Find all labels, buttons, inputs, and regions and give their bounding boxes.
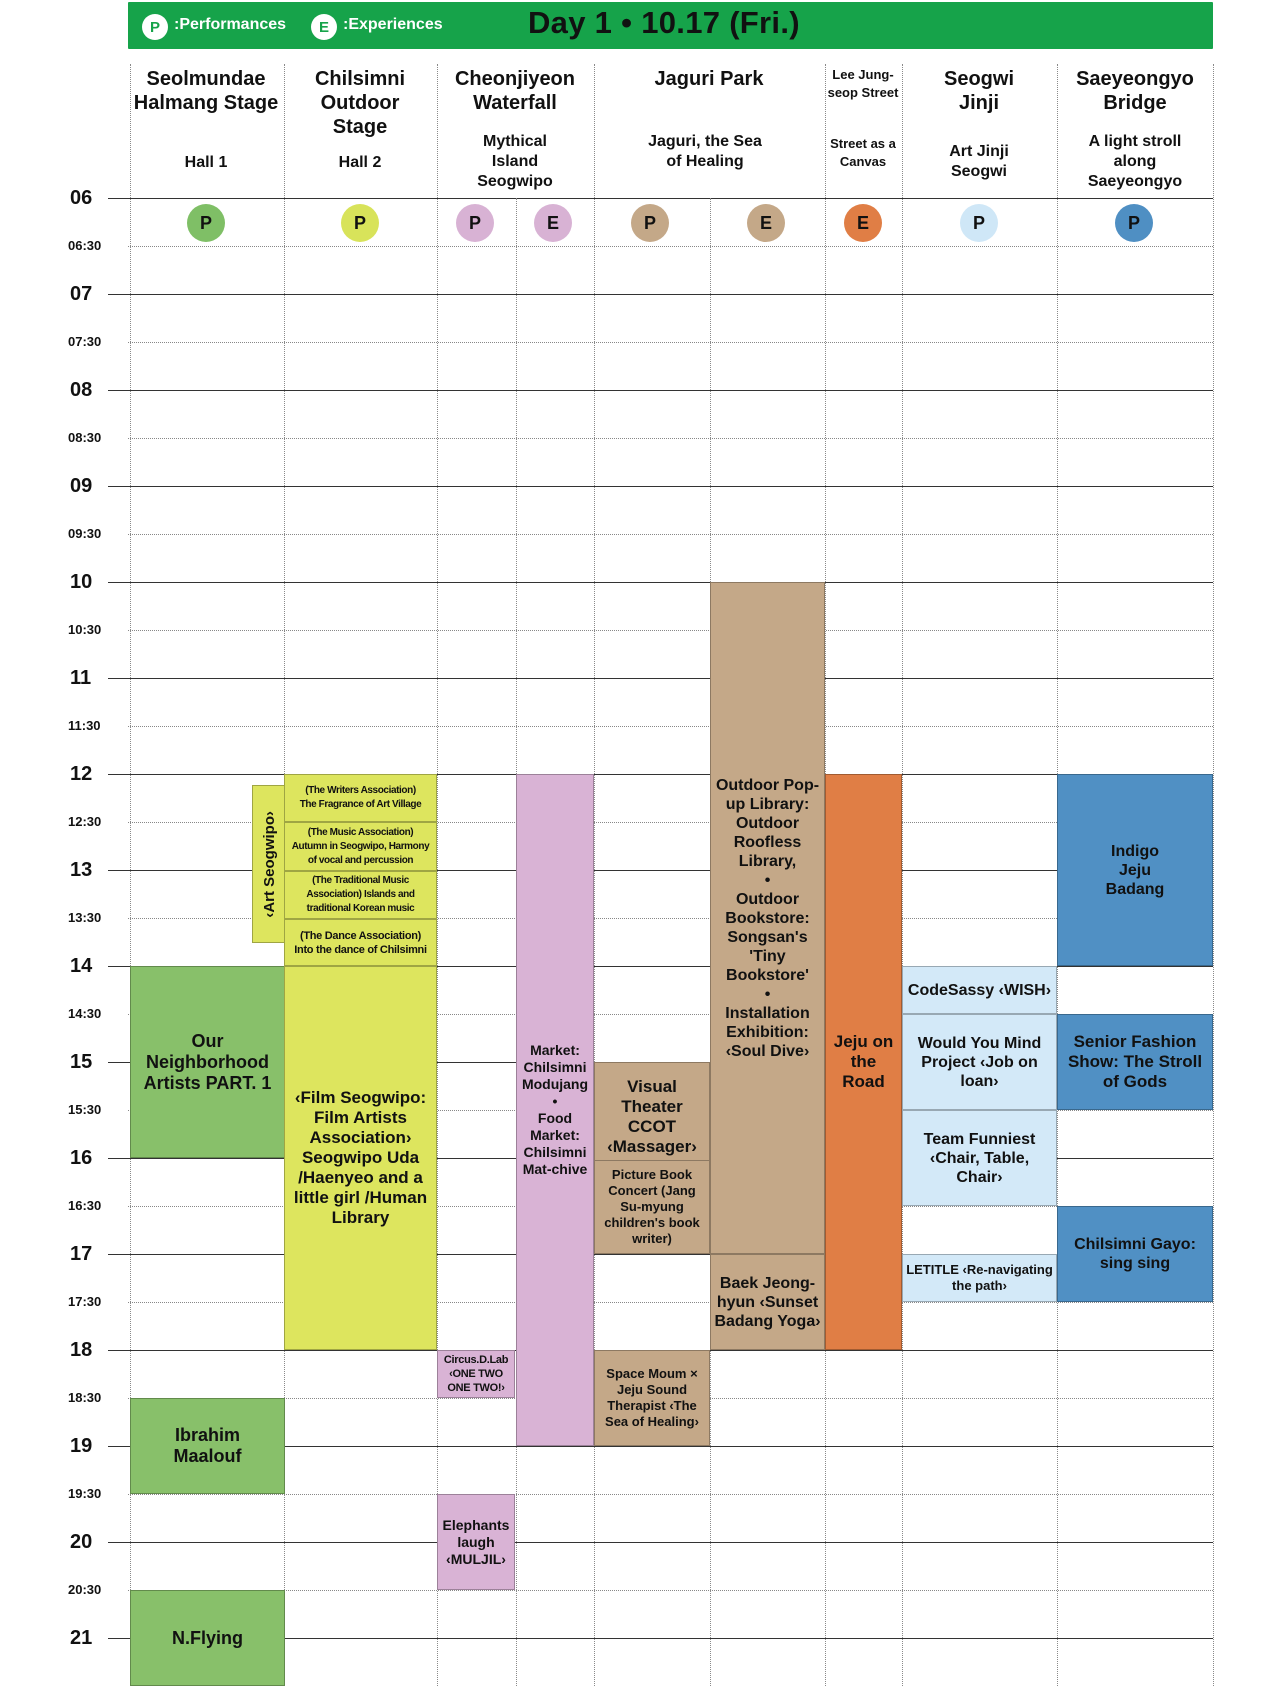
hour-gridline bbox=[108, 390, 1213, 391]
badge-experience-icon: E bbox=[747, 204, 785, 242]
half-hour-gridline bbox=[128, 726, 1213, 727]
time-label: 16:30 bbox=[68, 1198, 102, 1213]
venue-sub-street-canvas: Street as a Canvas bbox=[830, 136, 896, 169]
event-block-letitle[interactable] bbox=[902, 1254, 1057, 1302]
event-line: • bbox=[764, 985, 771, 1003]
venue-name: Cheonjiyeon Waterfall bbox=[454, 68, 575, 114]
event-title: Visual Theater CCOT ‹Massager› bbox=[607, 1077, 697, 1156]
event-line: Market: Chilsimni Modujang bbox=[521, 1042, 589, 1092]
event-block-art-seogwipo[interactable] bbox=[252, 785, 286, 943]
time-label: 19:30 bbox=[68, 1486, 102, 1501]
event-line: Food Market: Chilsimni Mat-chive bbox=[522, 1110, 588, 1177]
event-line: ONE TWO!› bbox=[447, 1382, 505, 1394]
event-line: (The Traditional Music bbox=[312, 875, 409, 886]
event-title: ‹Film Seogwipo: Film Artists Association› Seogwipo Uda /Haenyeo and a little girl /Human Library bbox=[293, 1088, 428, 1227]
time-label: 14:30 bbox=[68, 1006, 102, 1021]
half-hour-gridline bbox=[128, 438, 1213, 439]
event-block-chilsimni-market[interactable] bbox=[516, 774, 594, 1446]
event-title: Senior Fashion Show: The Stroll of Gods bbox=[1067, 1032, 1203, 1091]
venue-name: Seolmundae Halmang Stage bbox=[133, 68, 279, 114]
half-hour-gridline bbox=[128, 342, 1213, 343]
event-title: CodeSassy ‹WISH› bbox=[907, 981, 1052, 999]
venue-sub-light-stroll: A light stroll along Saeyeongyo bbox=[1087, 133, 1183, 190]
event-title: Would You Mind Project ‹Job on loan› bbox=[917, 1034, 1042, 1090]
venue-name: Saeyeongyo Bridge bbox=[1076, 68, 1194, 114]
venue-name: Seogwi Jinji bbox=[943, 68, 1014, 114]
time-label: 11:30 bbox=[68, 718, 101, 733]
event-line: ‹ONE TWO bbox=[449, 1368, 503, 1380]
event-block-space-moum[interactable] bbox=[594, 1350, 710, 1446]
venue-header-seogwi-jinji bbox=[902, 67, 1056, 115]
header-banner bbox=[128, 2, 1213, 49]
legend-e-badge: E bbox=[311, 14, 337, 40]
event-line: (The Writers Association) bbox=[305, 785, 416, 796]
venue-name: Jaguri Park bbox=[654, 68, 764, 90]
event-title: Our Neighborhood Artists PART. 1 bbox=[143, 1030, 272, 1093]
badge-performance-icon: P bbox=[187, 204, 225, 242]
event-block-ibrahim[interactable] bbox=[130, 1398, 285, 1494]
event-block-chilsimni-gayo[interactable] bbox=[1057, 1206, 1213, 1302]
event-block-traditional-music[interactable] bbox=[284, 871, 437, 919]
column-divider bbox=[902, 64, 903, 1686]
time-label: 17 bbox=[70, 1243, 93, 1265]
event-line: Outdoor Pop-up Library: Outdoor Roofless Library, bbox=[715, 776, 820, 870]
time-label: 08 bbox=[70, 379, 93, 401]
event-title: Elephants laugh ‹MULJIL› bbox=[442, 1516, 510, 1567]
badge-performance-icon: P bbox=[1115, 204, 1153, 242]
time-label: 07 bbox=[70, 283, 93, 305]
time-label: 06 bbox=[70, 187, 93, 209]
venue-sub-art-jinji: Art Jinji Seogwi bbox=[949, 143, 1009, 180]
time-label: 10 bbox=[70, 571, 93, 593]
event-block-film-seogwipo[interactable] bbox=[284, 966, 437, 1350]
badge-experience-icon: E bbox=[844, 204, 882, 242]
event-block-nflying[interactable] bbox=[130, 1590, 285, 1686]
hour-gridline bbox=[108, 486, 1213, 487]
event-block-elephants-laugh[interactable] bbox=[437, 1494, 515, 1590]
event-title: Picture Book Concert (Jang Su-myung children's book writer) bbox=[604, 1167, 700, 1246]
event-block-visual-theater[interactable] bbox=[594, 1062, 710, 1172]
event-title: Baek Jeong-hyun ‹Sunset Badang Yoga› bbox=[714, 1274, 821, 1330]
event-line: • bbox=[764, 871, 771, 889]
time-label: 12 bbox=[70, 763, 93, 785]
time-label: 12:30 bbox=[68, 814, 102, 829]
event-block-senior-fashion[interactable] bbox=[1057, 1014, 1213, 1110]
half-hour-gridline bbox=[128, 1590, 1213, 1591]
column-divider bbox=[437, 64, 438, 1686]
event-block-dance-association[interactable] bbox=[284, 919, 437, 966]
event-title: Chilsimni Gayo: sing sing bbox=[1074, 1236, 1196, 1272]
event-line: Circus.D.Lab bbox=[443, 1354, 509, 1366]
time-label: 09:30 bbox=[68, 526, 102, 541]
event-block-outdoor-library[interactable] bbox=[710, 582, 825, 1254]
event-line: Autumn in Seogwipo, Harmony bbox=[291, 840, 430, 852]
time-label: 07:30 bbox=[68, 334, 102, 349]
time-label: 13 bbox=[70, 859, 93, 881]
legend-experiences-label: :Experiences bbox=[343, 16, 443, 33]
event-block-our-neighborhood[interactable] bbox=[130, 966, 285, 1158]
event-title: Jeju on the Road bbox=[833, 1032, 894, 1091]
time-label: 20:30 bbox=[68, 1582, 102, 1597]
hour-gridline bbox=[108, 1542, 1213, 1543]
time-label: 06:30 bbox=[68, 238, 102, 253]
hour-gridline bbox=[108, 198, 1213, 199]
venue-header-cheonjiyeon bbox=[437, 67, 593, 115]
event-title: Indigo Jeju Badang bbox=[1105, 842, 1165, 898]
time-label: 13:30 bbox=[68, 910, 102, 925]
event-title: Team Funniest ‹Chair, Table, Chair› bbox=[923, 1130, 1036, 1186]
badge-performance-icon: P bbox=[341, 204, 379, 242]
time-label: 15 bbox=[70, 1051, 93, 1073]
time-label: 17:30 bbox=[68, 1294, 102, 1309]
time-label: 08:30 bbox=[68, 430, 102, 445]
venue-header-lee-jungseop bbox=[825, 66, 901, 102]
event-title: Ibrahim Maalouf bbox=[173, 1425, 242, 1466]
event-line: Outdoor Bookstore: Songsan's 'Tiny Bookstore' bbox=[725, 890, 810, 984]
event-block-indigo-jeju[interactable] bbox=[1057, 774, 1213, 966]
time-label: 19 bbox=[70, 1435, 93, 1457]
event-line: Association) Islands and bbox=[306, 889, 415, 900]
event-block-baek-jeonghyun[interactable] bbox=[710, 1254, 825, 1350]
hour-gridline bbox=[108, 774, 1213, 775]
venue-sub-hall2: Hall 2 bbox=[338, 154, 382, 171]
event-block-would-you-mind[interactable] bbox=[902, 1014, 1057, 1110]
column-divider bbox=[1213, 64, 1214, 1686]
event-block-circus-dlab[interactable] bbox=[437, 1350, 515, 1398]
venue-name: Lee Jung-seop Street bbox=[827, 67, 899, 100]
hour-gridline bbox=[108, 678, 1213, 679]
event-line: Into the dance of Chilsimni bbox=[294, 943, 427, 956]
event-line: The Fragrance of Art Village bbox=[299, 799, 422, 810]
venue-sub-mythical-island: Mythical Island Seogwipo bbox=[477, 133, 553, 190]
hour-gridline bbox=[108, 582, 1213, 583]
time-label: 20 bbox=[70, 1531, 93, 1553]
event-block-jeju-on-the-road[interactable] bbox=[825, 774, 902, 1350]
time-label: 10:30 bbox=[68, 622, 102, 637]
event-block-team-funniest[interactable] bbox=[902, 1110, 1057, 1206]
event-line: of vocal and percussion bbox=[307, 854, 414, 866]
venue-header-jaguri bbox=[594, 67, 824, 91]
venue-name: Chilsimni Outdoor Stage bbox=[314, 68, 405, 138]
time-label: 21 bbox=[70, 1627, 93, 1649]
event-line: (The Dance Association) bbox=[299, 929, 422, 942]
badge-performance-icon: P bbox=[456, 204, 494, 242]
event-title: ‹Art Seogwipo› bbox=[260, 810, 278, 918]
event-block-picture-book[interactable] bbox=[594, 1160, 710, 1254]
time-label: 14 bbox=[70, 955, 93, 977]
time-label: 11 bbox=[70, 667, 92, 689]
half-hour-gridline bbox=[128, 630, 1213, 631]
time-label: 09 bbox=[70, 475, 93, 497]
event-title: LETITLE ‹Re-navigating the path› bbox=[906, 1262, 1053, 1293]
event-line: Installation Exhibition: ‹Soul Dive› bbox=[725, 1004, 810, 1060]
event-block-writers-association[interactable] bbox=[284, 774, 437, 822]
legend-p-badge: P bbox=[142, 14, 168, 40]
event-line: (The Music Association) bbox=[307, 826, 414, 838]
venue-sub-hall1: Hall 1 bbox=[184, 154, 228, 171]
event-block-music-association[interactable] bbox=[284, 822, 437, 871]
venue-header-saeyeongyo bbox=[1057, 67, 1213, 115]
time-label: 16 bbox=[70, 1147, 93, 1169]
event-line: • bbox=[552, 1093, 558, 1109]
legend-performances-label: :Performances bbox=[174, 16, 287, 33]
time-label: 15:30 bbox=[68, 1102, 102, 1117]
time-label: 18:30 bbox=[68, 1390, 102, 1405]
venue-sub-jaguri-sea: Jaguri, the Sea of Healing bbox=[648, 133, 762, 170]
event-block-codesassy[interactable] bbox=[902, 966, 1057, 1014]
time-label: 18 bbox=[70, 1339, 93, 1361]
badge-performance-icon: P bbox=[960, 204, 998, 242]
page-title: Day 1 • 10.17 (Fri.) bbox=[528, 5, 800, 40]
half-hour-gridline bbox=[128, 534, 1213, 535]
badge-experience-icon: E bbox=[534, 204, 572, 242]
event-line: traditional Korean music bbox=[306, 903, 415, 914]
half-hour-gridline bbox=[128, 1494, 1213, 1495]
event-title: N.Flying bbox=[172, 1627, 243, 1648]
venue-header-seolmundae bbox=[130, 67, 282, 115]
half-hour-gridline bbox=[128, 246, 1213, 247]
event-title: Space Moum × Jeju Sound Therapist ‹The Sea of Healing› bbox=[605, 1366, 699, 1429]
venue-header-chilsimni bbox=[284, 67, 436, 139]
hour-gridline bbox=[108, 294, 1213, 295]
badge-performance-icon: P bbox=[631, 204, 669, 242]
